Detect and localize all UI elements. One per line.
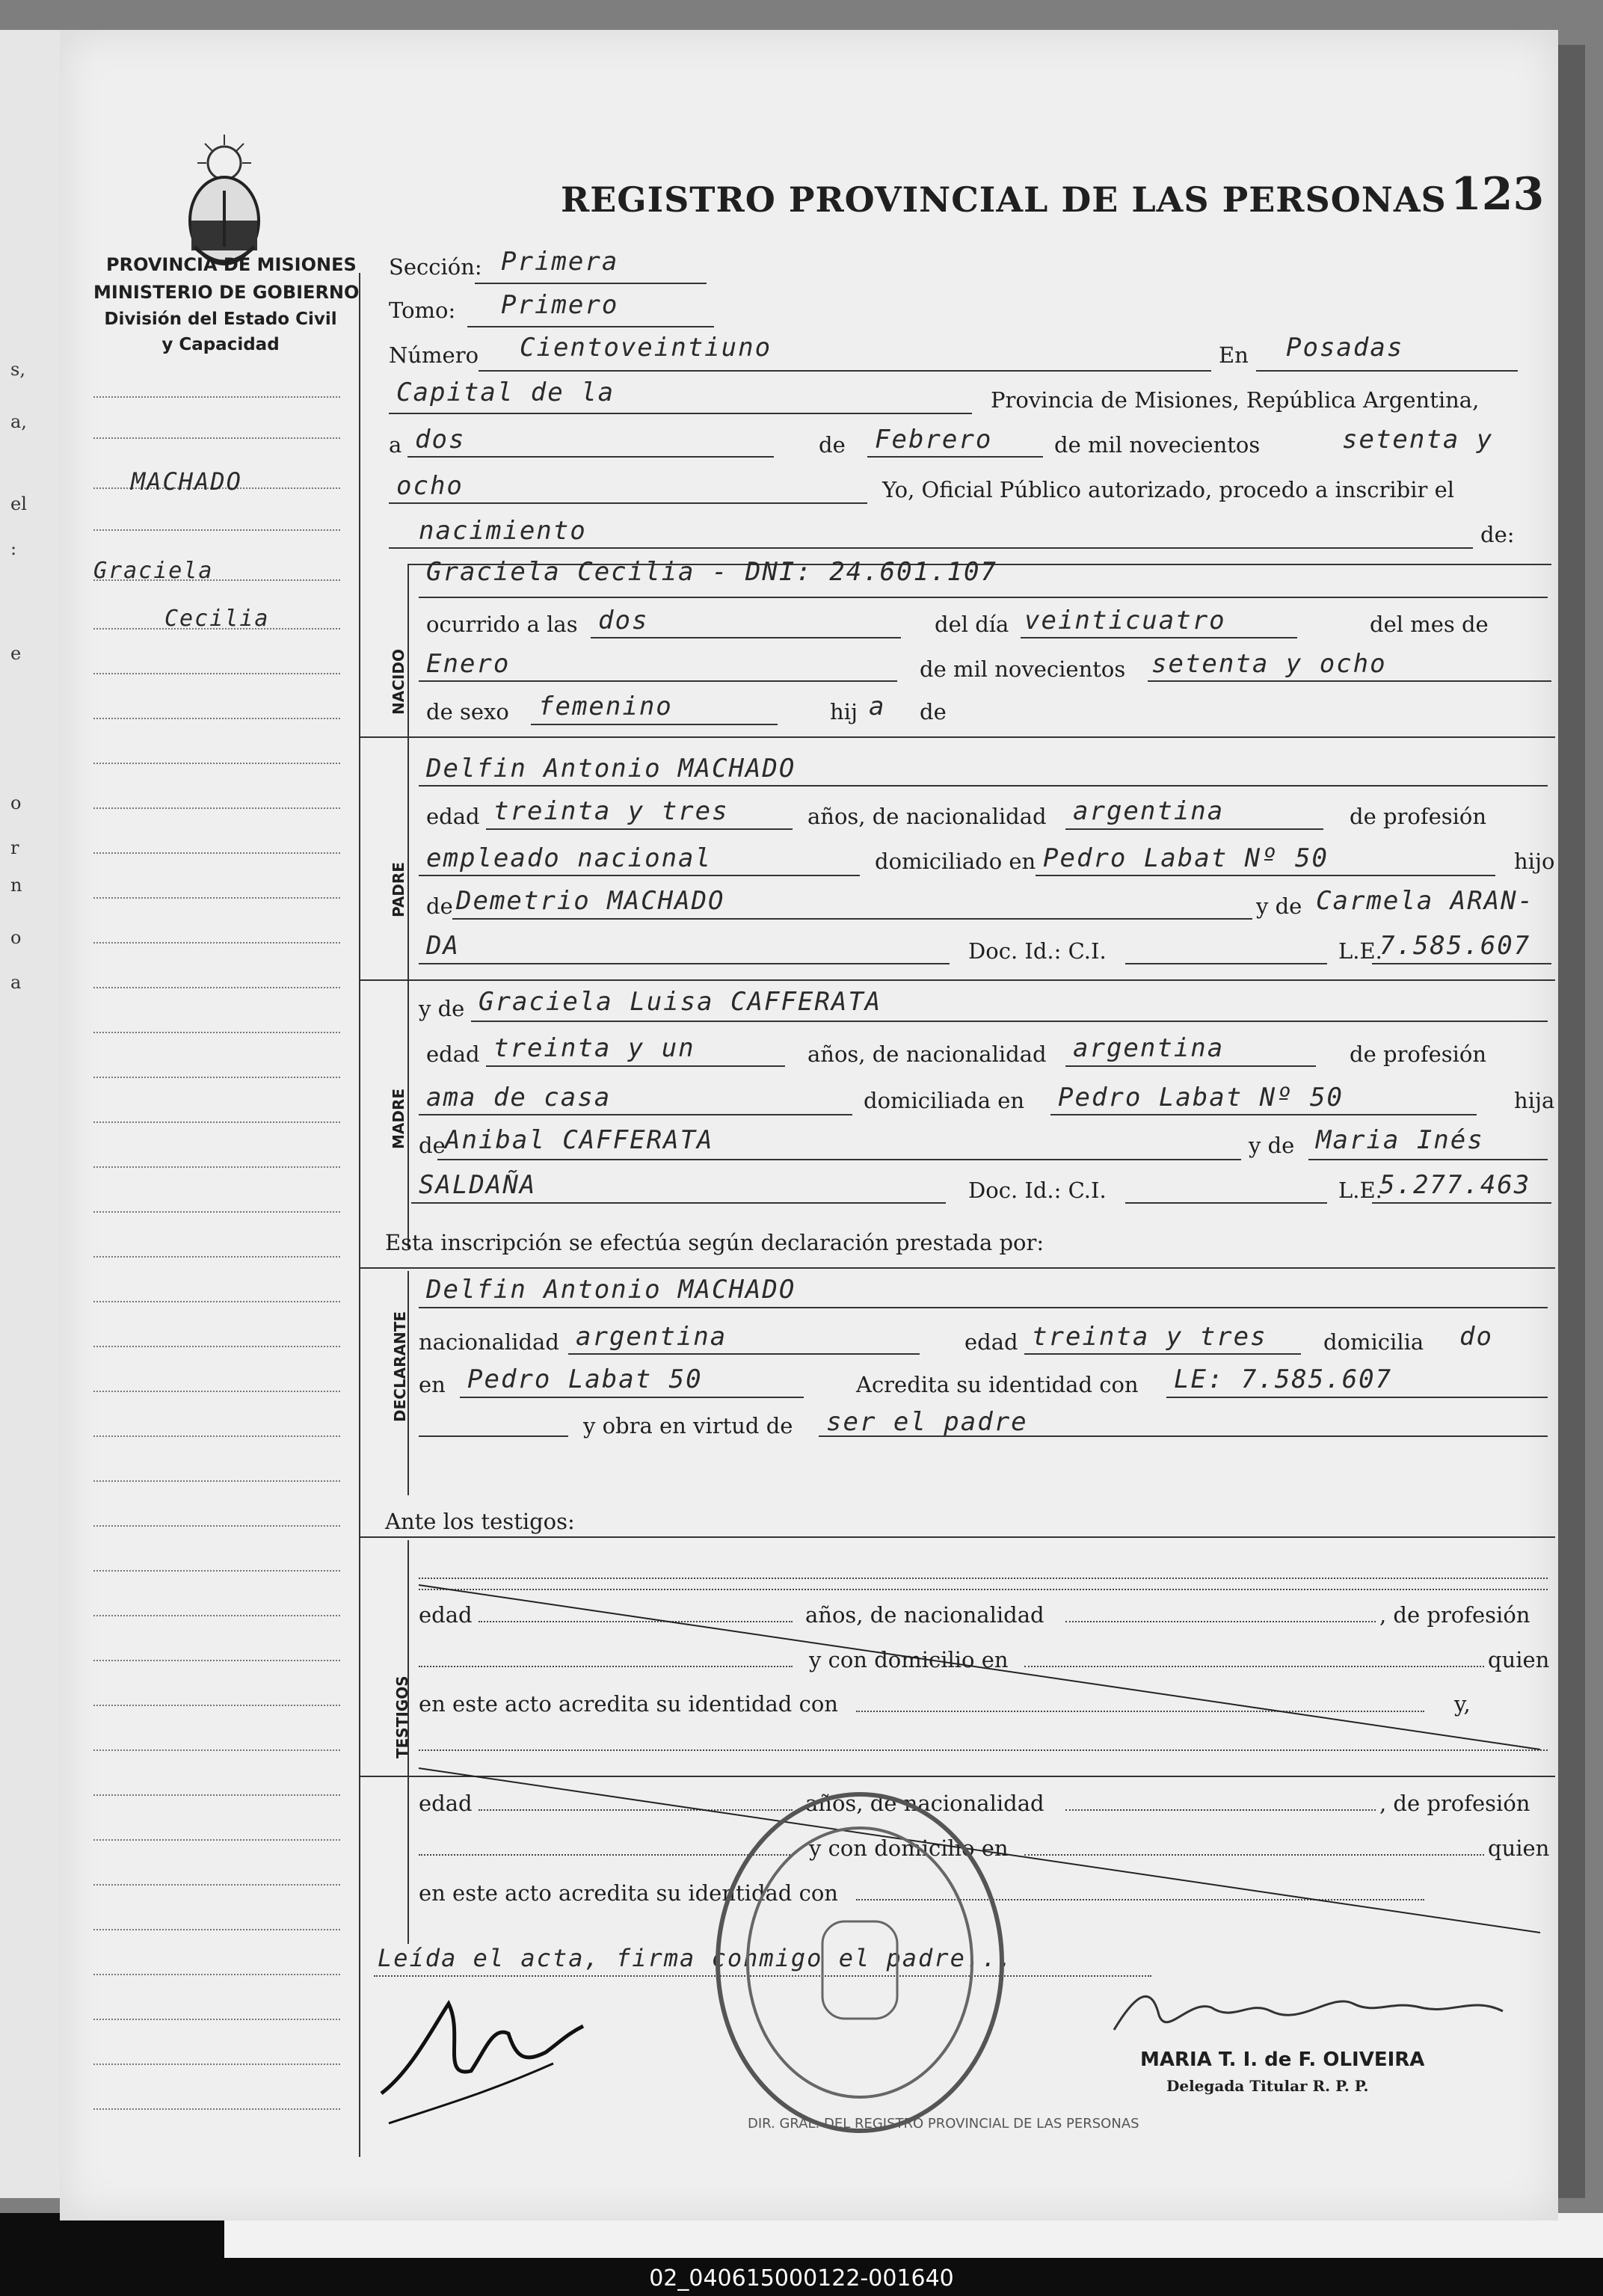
division-label: División del Estado Civil — [104, 310, 337, 329]
testigo2-prof-label: , de profesión — [1379, 1791, 1530, 1816]
adjacent-page — [0, 30, 62, 2198]
mes-value: Enero — [426, 649, 511, 679]
provincia-text: Provincia de Misiones, República Argentina, — [991, 387, 1480, 413]
madre-prof-value: ama de casa — [426, 1083, 612, 1112]
padre-padre-value: Demetrio MACHADO — [456, 886, 725, 916]
nacido-mil-label: de mil novecientos — [920, 656, 1126, 682]
declarante-acredita-value: LE: 7.585.607 — [1174, 1364, 1393, 1394]
padre-dom-label: domiciliado en — [875, 849, 1036, 874]
madre-dom-value: Pedro Labat Nº 50 — [1058, 1083, 1344, 1112]
a-value: dos — [415, 425, 466, 455]
page-number: 123 — [1450, 168, 1545, 221]
official-name: MARIA T. I. de F. OLIVEIRA — [1140, 2049, 1425, 2071]
scan-caption: 02_040615000122-001640 — [649, 2265, 954, 2292]
register-title: REGISTRO PROVINCIAL DE LAS PERSONAS — [561, 179, 1447, 220]
seccion-label: Sección: — [389, 254, 482, 280]
declarante-obra-label: y obra en virtud de — [583, 1413, 793, 1438]
del-dia-label: del día — [935, 612, 1009, 637]
madre-hija-label: hija — [1514, 1088, 1555, 1113]
oficial-text: Yo, Oficial Público autorizado, procedo a inscribir el — [882, 477, 1455, 502]
tomo-value: Primero — [501, 290, 619, 320]
mark: a — [10, 972, 22, 993]
declarante-edad-label: edad — [964, 1329, 1018, 1355]
registry-stamp — [710, 1787, 1009, 2138]
mark: r — [10, 837, 19, 858]
madre-de-label: de — [419, 1133, 446, 1158]
year-value-2: ocho — [396, 471, 464, 501]
madre-madre-value-1: Maria Inés — [1316, 1125, 1484, 1155]
del-mes-label: del mes de — [1370, 612, 1489, 637]
capital-value: Capital de la — [396, 378, 615, 407]
padre-le-label: L.E. — [1338, 938, 1382, 964]
declarante-label: DECLARANTE — [391, 1311, 409, 1422]
madre-doc-label: Doc. Id.: C.I. — [968, 1178, 1107, 1203]
testigo2-dom-label: y con domicilio en — [809, 1835, 1009, 1861]
padre-dom-value: Pedro Labat Nº 50 — [1043, 843, 1329, 873]
en-value: Posadas — [1286, 333, 1404, 363]
ocurrido-label: ocurrido a las — [426, 612, 578, 637]
register-page — [60, 30, 1558, 2220]
testigos-label: TESTIGOS — [393, 1675, 411, 1758]
nacido-rule — [407, 564, 409, 811]
padre-name: Delfin Antonio MACHADO — [426, 754, 796, 784]
padre-de-label: de — [426, 893, 453, 919]
testigo2-edad-label: edad — [419, 1791, 473, 1816]
nacido-de-label: de — [920, 699, 947, 724]
official-title: Delegada Titular R. P. P. — [1166, 2077, 1369, 2095]
testigo2-quien-label: quien — [1488, 1835, 1550, 1861]
tomo-label: Tomo: — [389, 298, 456, 323]
madre-padre-value: Anibal CAFFERATA — [445, 1125, 714, 1155]
testigo2-acredita-label: en este acto acredita su identidad con — [419, 1880, 838, 1906]
mark: s, — [10, 359, 25, 380]
padre-prof-value: empleado nacional — [426, 843, 712, 873]
madre-le-label: L.E. — [1338, 1178, 1382, 1203]
month-value: Febrero — [875, 425, 993, 455]
padre-madre-value-2: DA — [426, 931, 460, 961]
declarante-en-value: Pedro Labat 50 — [467, 1364, 703, 1394]
madre-anios-label: años, de nacionalidad — [807, 1041, 1047, 1067]
testigo1-y-label: y, — [1454, 1691, 1471, 1717]
testigo1-dom-label: y con domicilio en — [809, 1647, 1009, 1672]
testigo1-prof-label: , de profesión — [1379, 1602, 1530, 1628]
declarante-nac-label: nacionalidad — [419, 1329, 559, 1355]
padre-edad-value: treinta y tres — [493, 796, 729, 826]
madre-dom-label: domiciliada en — [864, 1088, 1025, 1113]
sexo-value: femenino — [538, 692, 673, 721]
seccion-value: Primera — [501, 247, 619, 277]
sexo-label: de sexo — [426, 699, 509, 724]
a-label: a — [389, 432, 402, 458]
anio-value: setenta y ocho — [1151, 649, 1387, 679]
madre-y-de-label-2: y de — [1249, 1133, 1295, 1158]
mark: o — [10, 927, 22, 948]
mark: : — [10, 538, 17, 559]
numero-label: Número — [389, 342, 479, 368]
book-edge — [1558, 45, 1585, 2198]
mark: a, — [10, 411, 27, 432]
madre-prof-label: de profesión — [1350, 1041, 1487, 1067]
year-value-1: setenta y — [1342, 425, 1494, 455]
padre-madre-value-1: Carmela ARAN- — [1316, 886, 1535, 916]
province-label: PROVINCIA DE MISIONES — [106, 254, 357, 275]
madre-madre-value-2: SALDAÑA — [419, 1170, 537, 1200]
nacido-label: NACIDO — [390, 649, 407, 715]
margin-given-name-1: Graciela — [93, 558, 214, 584]
madre-nac-value: argentina — [1073, 1033, 1225, 1063]
mark: n — [10, 875, 22, 896]
official-signature — [1107, 1970, 1510, 2052]
declarante-nac-value: argentina — [576, 1322, 727, 1352]
declarant-signature — [366, 1981, 591, 2131]
dia-value: veinticuatro — [1024, 606, 1226, 635]
padre-prof-label: de profesión — [1350, 804, 1487, 829]
declarante-dom-label: domicilia — [1323, 1329, 1424, 1355]
testigo2-anios-label: años, de nacionalidad — [805, 1791, 1044, 1816]
mark: el — [10, 493, 27, 514]
padre-nac-value: argentina — [1073, 796, 1225, 826]
declarante-acredita-label: Acredita su identidad con — [856, 1372, 1139, 1397]
mark: e — [10, 643, 22, 664]
ministry-label: MINISTERIO DE GOBIERNO — [93, 282, 360, 303]
testigo1-anios-label: años, de nacionalidad — [805, 1602, 1044, 1628]
padre-label: PADRE — [390, 862, 407, 917]
testigos-intro: Ante los testigos: — [385, 1509, 575, 1534]
capacity-label: y Capacidad — [161, 335, 280, 354]
padre-le-value: 7.585.607 — [1379, 931, 1531, 961]
declarante-edad-value: treinta y tres — [1032, 1322, 1267, 1352]
declarante-dom-suffix: do — [1459, 1322, 1493, 1352]
numero-value: Cientoveintiuno — [520, 333, 772, 363]
padre-hijo-label: hijo — [1514, 849, 1555, 874]
declarante-name: Delfin Antonio MACHADO — [426, 1275, 796, 1305]
de-label: de — [819, 432, 846, 458]
testigo1-edad-label: edad — [419, 1602, 473, 1628]
declarante-obra-value: ser el padre — [826, 1407, 1028, 1437]
hij-value: a — [869, 692, 886, 721]
acto-value: nacimiento — [419, 516, 587, 546]
de-colon: de: — [1480, 522, 1515, 547]
padre-y-de-label: y de — [1256, 893, 1302, 919]
madre-y-de-label: y de — [419, 996, 465, 1021]
padre-edad-label: edad — [426, 804, 480, 829]
madre-label: MADRE — [390, 1088, 407, 1149]
mark: o — [10, 792, 22, 813]
hora-value: dos — [598, 606, 649, 635]
margin-given-name-2: Cecilia — [164, 606, 270, 632]
declarante-en-label: en — [419, 1372, 446, 1397]
testigo1-quien-label: quien — [1488, 1647, 1550, 1672]
stamp-text: DIR. GRAL. DEL REGISTRO PROVINCIAL DE LAS PERSONAS — [748, 2116, 1139, 2132]
madre-edad-value: treinta y un — [493, 1033, 695, 1063]
testigo1-acredita-label: en este acto acredita su identidad con — [419, 1691, 838, 1717]
leida-text: Leída el acta, firma conmigo el padre... — [378, 1944, 1014, 1972]
madre-name: Graciela Luisa CAFFERATA — [479, 987, 882, 1017]
hij-label: hij — [830, 699, 858, 724]
mil-label: de mil novecientos — [1054, 432, 1261, 458]
madre-le-value: 5.277.463 — [1379, 1170, 1531, 1200]
en-label: En — [1219, 342, 1249, 368]
padre-doc-label: Doc. Id.: C.I. — [968, 938, 1107, 964]
margin-surname: MACHADO — [131, 467, 242, 496]
nacido-name: Graciela Cecilia - DNI: 24.601.107 — [426, 557, 997, 587]
madre-edad-label: edad — [426, 1041, 480, 1067]
declaracion-text: Esta inscripción se efectúa según declaración prestada por: — [385, 1230, 1044, 1255]
padre-anios-label: años, de nacionalidad — [807, 804, 1047, 829]
